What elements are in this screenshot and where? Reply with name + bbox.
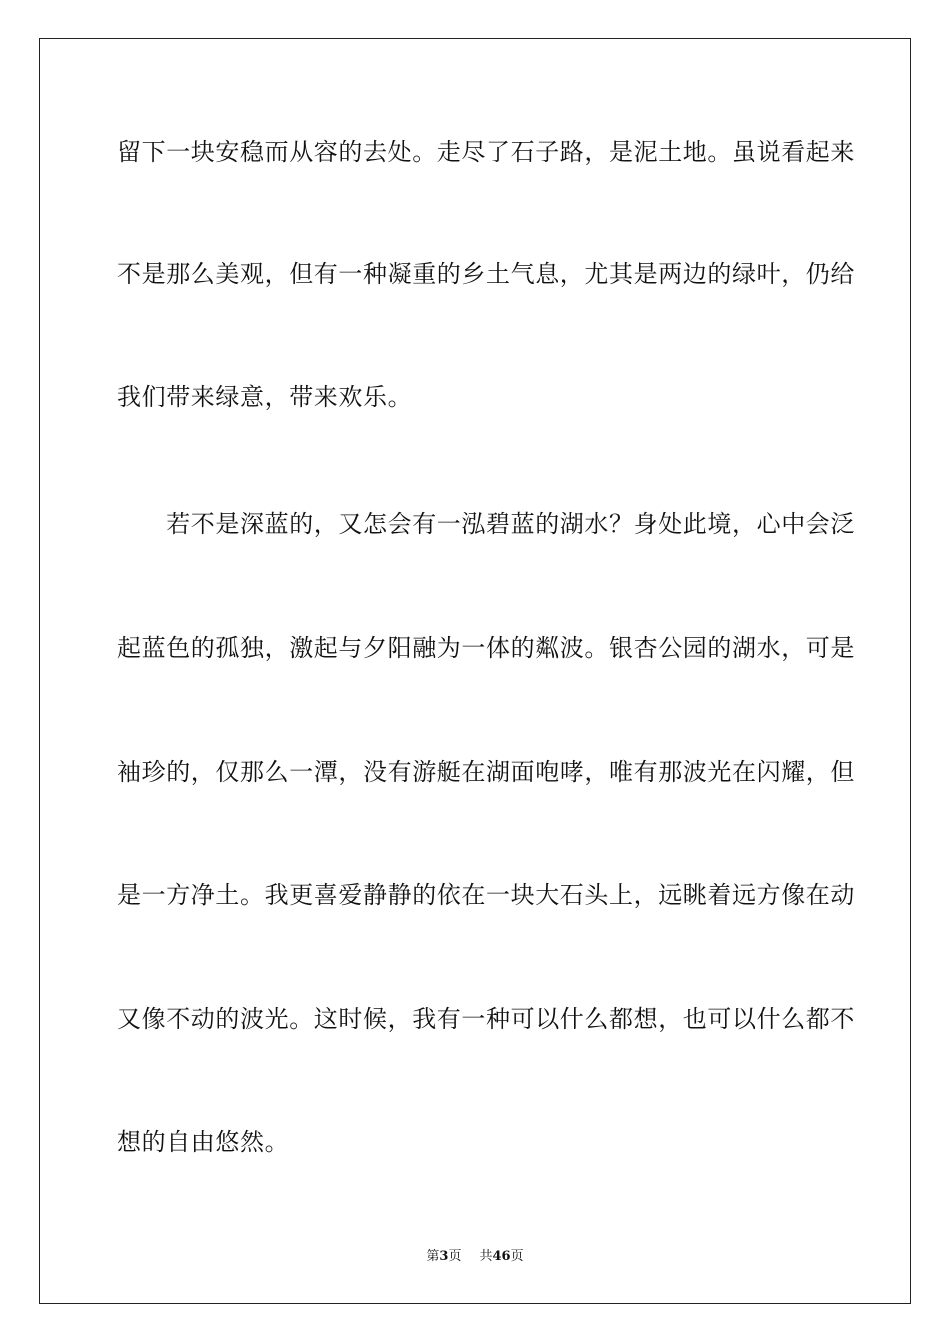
total-prefix: 共: [479, 1249, 493, 1264]
text-line: 若不是深蓝的，又怎会有一泓碧蓝的湖水？身处此境，心中会泛: [117, 510, 855, 538]
page-prefix: 第: [426, 1249, 440, 1264]
text-line: 是一方净土。我更喜爱静静的依在一块大石头上，远眺着远方像在动: [117, 881, 855, 909]
text-line: 起蓝色的孤独，激起与夕阳融为一体的粼波。银杏公园的湖水，可是: [117, 634, 855, 662]
page-suffix: 页: [448, 1249, 462, 1264]
text-line: 留下一块安稳而从容的去处。走尽了石子路，是泥土地。虽说看起来: [117, 138, 855, 166]
page-footer: [0, 1248, 950, 1266]
text-line: 又像不动的波光。这时候，我有一种可以什么都想，也可以什么都不: [117, 1005, 855, 1033]
page-number: 3: [439, 1249, 449, 1264]
page-border: [39, 38, 911, 1304]
total-suffix: 页: [510, 1249, 524, 1264]
total-pages: 46: [492, 1249, 511, 1264]
text-line: 想的自由悠然。: [117, 1128, 290, 1156]
text-line: 袖珍的，仅那么一潭，没有游艇在湖面咆哮，唯有那波光在闪耀，但: [117, 758, 855, 786]
text-line: 我们带来绿意，带来欢乐。: [117, 383, 413, 411]
text-line: 不是那么美观，但有一种凝重的乡土气息，尤其是两边的绿叶，仍给: [117, 260, 855, 288]
